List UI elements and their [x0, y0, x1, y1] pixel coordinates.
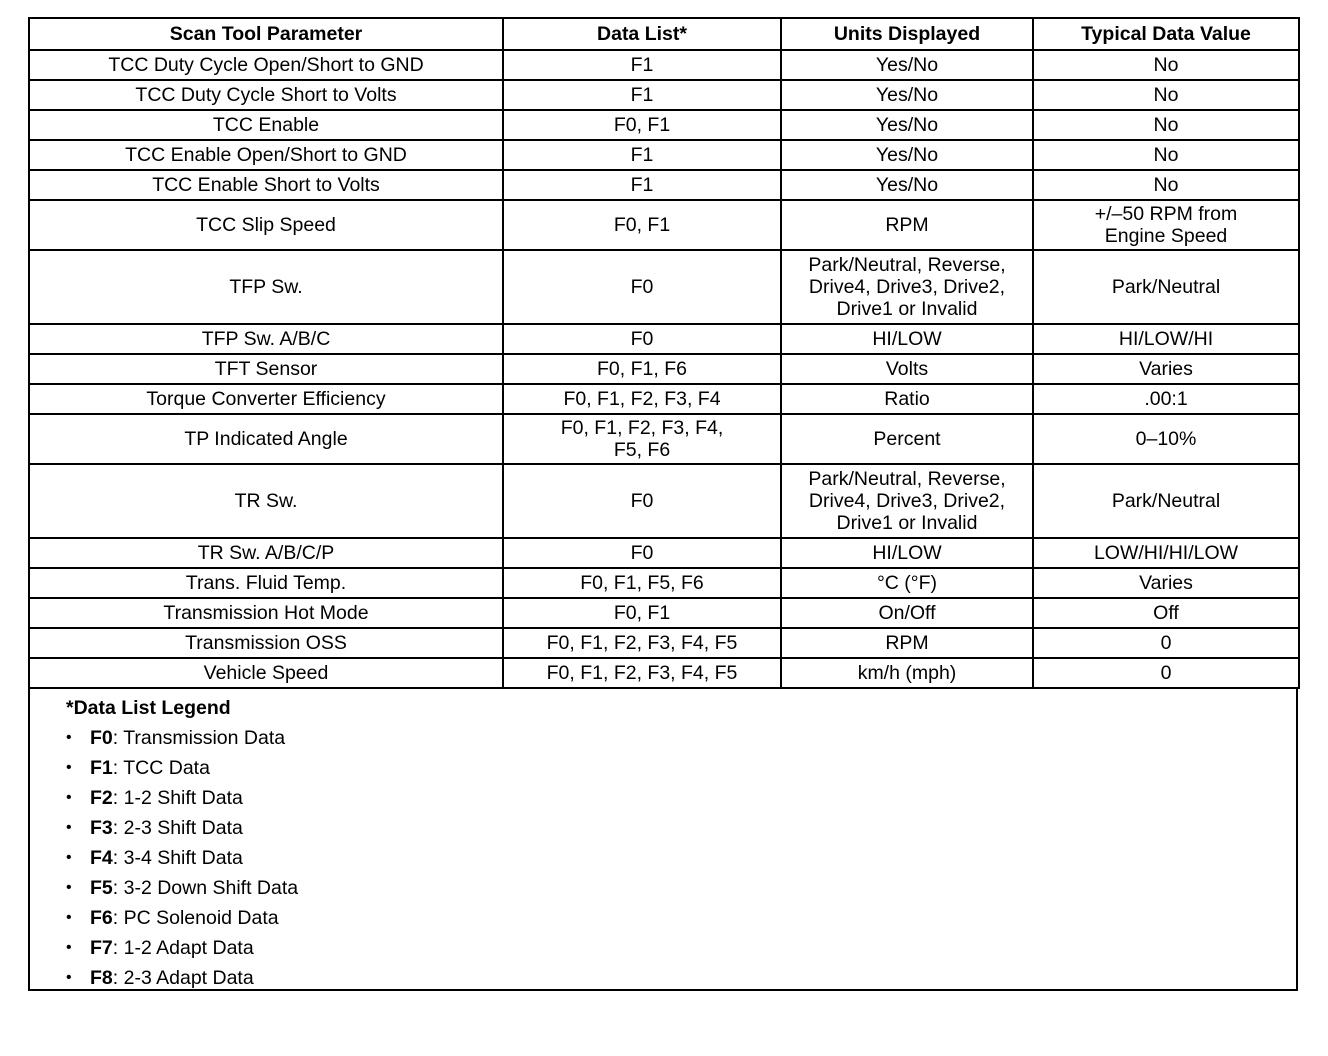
legend-code: F8 [90, 967, 113, 989]
bullet-icon: • [66, 729, 72, 746]
table-row [29, 384, 1299, 414]
data-list-legend [28, 689, 1298, 991]
cell-parameter: TCC Enable Short to Volts [29, 170, 503, 200]
cell-data-list: F0 [503, 250, 781, 324]
cell-data-list: F0 [503, 324, 781, 354]
legend-title: *Data List Legend [66, 697, 231, 719]
cell-units: RPM [781, 628, 1033, 658]
cell-typical-value: .00:1 [1033, 384, 1299, 414]
table-row [29, 250, 1299, 324]
cell-typical-value: HI/LOW/HI [1033, 324, 1299, 354]
cell-units: HI/LOW [781, 324, 1033, 354]
bullet-icon: • [66, 819, 72, 836]
legend-code: F7 [90, 937, 113, 959]
cell-data-list: F0, F1 [503, 200, 781, 250]
cell-parameter: TR Sw. A/B/C/P [29, 538, 503, 568]
header-typical-data-value: Typical Data Value [1033, 18, 1299, 50]
legend-code: F1 [90, 757, 113, 779]
legend-list [66, 723, 1296, 993]
legend-item [66, 783, 1296, 813]
bullet-icon: • [66, 849, 72, 866]
cell-typical-value: Varies [1033, 568, 1299, 598]
cell-typical-value: 0 [1033, 658, 1299, 688]
cell-data-list: F1 [503, 140, 781, 170]
cell-data-list: F0, F1, F2, F3, F4 [503, 384, 781, 414]
cell-typical-value: No [1033, 110, 1299, 140]
cell-units: °C (°F) [781, 568, 1033, 598]
table-row [29, 140, 1299, 170]
cell-units: Yes/No [781, 140, 1033, 170]
legend-item [66, 933, 1296, 963]
legend-description: : PC Solenoid Data [112, 907, 279, 929]
cell-typical-value: Varies [1033, 354, 1299, 384]
bullet-icon: • [66, 789, 72, 806]
table-row [29, 80, 1299, 110]
legend-description: : 3-4 Shift Data [112, 847, 243, 869]
legend-code: F2 [90, 787, 113, 809]
cell-data-list: F0, F1, F5, F6 [503, 568, 781, 598]
legend-description: : 1-2 Adapt Data [112, 937, 254, 959]
cell-units: Park/Neutral, Reverse, Drive4, Drive3, Drive2, Drive1 or Invalid [781, 464, 1033, 538]
cell-typical-value: No [1033, 170, 1299, 200]
table-row [29, 110, 1299, 140]
cell-typical-value: +/–50 RPM from Engine Speed [1033, 200, 1299, 250]
cell-parameter: TP Indicated Angle [29, 414, 503, 464]
header-units-displayed: Units Displayed [781, 18, 1033, 50]
bullet-icon: • [66, 909, 72, 926]
cell-data-list: F0, F1, F6 [503, 354, 781, 384]
cell-data-list: F1 [503, 80, 781, 110]
cell-parameter: Transmission OSS [29, 628, 503, 658]
table-row [29, 170, 1299, 200]
cell-typical-value: LOW/HI/HI/LOW [1033, 538, 1299, 568]
cell-units: Volts [781, 354, 1033, 384]
cell-parameter: TCC Enable Open/Short to GND [29, 140, 503, 170]
cell-parameter: TCC Duty Cycle Open/Short to GND [29, 50, 503, 80]
legend-item [66, 873, 1296, 903]
cell-typical-value: No [1033, 80, 1299, 110]
cell-parameter: Torque Converter Efficiency [29, 384, 503, 414]
legend-description: : Transmission Data [112, 727, 286, 749]
legend-description: : TCC Data [112, 757, 210, 779]
table-row [29, 414, 1299, 464]
cell-units: km/h (mph) [781, 658, 1033, 688]
table-row [29, 538, 1299, 568]
cell-parameter: TCC Slip Speed [29, 200, 503, 250]
cell-parameter: TR Sw. [29, 464, 503, 538]
table-body [29, 50, 1299, 688]
bullet-icon: • [66, 759, 72, 776]
table-row [29, 568, 1299, 598]
cell-data-list: F0, F1 [503, 598, 781, 628]
cell-parameter: TCC Enable [29, 110, 503, 140]
legend-code: F6 [90, 907, 113, 929]
legend-code: F5 [90, 877, 113, 899]
header-data-list: Data List* [503, 18, 781, 50]
cell-units: Percent [781, 414, 1033, 464]
table-row [29, 50, 1299, 80]
legend-code: F3 [90, 817, 113, 839]
cell-units: HI/LOW [781, 538, 1033, 568]
table-header-row [29, 18, 1299, 50]
cell-parameter: TFP Sw. [29, 250, 503, 324]
legend-code: F4 [90, 847, 113, 869]
cell-units: Park/Neutral, Reverse, Drive4, Drive3, Drive2, Drive1 or Invalid [781, 250, 1033, 324]
legend-item [66, 903, 1296, 933]
cell-units: Yes/No [781, 50, 1033, 80]
scan-tool-data-sheet [28, 17, 1298, 991]
cell-typical-value: Off [1033, 598, 1299, 628]
cell-data-list: F0, F1, F2, F3, F4, F5, F6 [503, 414, 781, 464]
legend-item [66, 963, 1296, 993]
legend-description: : 1-2 Shift Data [112, 787, 243, 809]
table-row [29, 628, 1299, 658]
cell-parameter: TFP Sw. A/B/C [29, 324, 503, 354]
legend-item [66, 753, 1296, 783]
cell-typical-value: No [1033, 50, 1299, 80]
cell-data-list: F0 [503, 538, 781, 568]
bullet-icon: • [66, 879, 72, 896]
header-scan-tool-parameter: Scan Tool Parameter [29, 18, 503, 50]
cell-typical-value: Park/Neutral [1033, 464, 1299, 538]
legend-description: : 2-3 Adapt Data [112, 967, 254, 989]
bullet-icon: • [66, 939, 72, 956]
cell-data-list: F0, F1 [503, 110, 781, 140]
scan-tool-parameter-table [28, 17, 1300, 689]
table-row [29, 354, 1299, 384]
legend-item [66, 723, 1296, 753]
cell-data-list: F0, F1, F2, F3, F4, F5 [503, 658, 781, 688]
cell-data-list: F0 [503, 464, 781, 538]
table-row [29, 598, 1299, 628]
cell-units: Yes/No [781, 80, 1033, 110]
cell-parameter: Vehicle Speed [29, 658, 503, 688]
table-row [29, 464, 1299, 538]
table-row [29, 658, 1299, 688]
cell-units: RPM [781, 200, 1033, 250]
legend-description: : 3-2 Down Shift Data [112, 877, 299, 899]
legend-code: F0 [90, 727, 113, 749]
cell-units: Ratio [781, 384, 1033, 414]
cell-typical-value: 0–10% [1033, 414, 1299, 464]
cell-parameter: Trans. Fluid Temp. [29, 568, 503, 598]
cell-data-list: F1 [503, 170, 781, 200]
cell-parameter: Transmission Hot Mode [29, 598, 503, 628]
cell-data-list: F1 [503, 50, 781, 80]
table-row [29, 324, 1299, 354]
cell-typical-value: 0 [1033, 628, 1299, 658]
cell-data-list: F0, F1, F2, F3, F4, F5 [503, 628, 781, 658]
cell-typical-value: Park/Neutral [1033, 250, 1299, 324]
bullet-icon: • [66, 969, 72, 986]
cell-units: Yes/No [781, 170, 1033, 200]
legend-item [66, 813, 1296, 843]
cell-typical-value: No [1033, 140, 1299, 170]
cell-parameter: TFT Sensor [29, 354, 503, 384]
cell-parameter: TCC Duty Cycle Short to Volts [29, 80, 503, 110]
legend-item [66, 843, 1296, 873]
cell-units: On/Off [781, 598, 1033, 628]
table-row [29, 200, 1299, 250]
legend-description: : 2-3 Shift Data [112, 817, 243, 839]
cell-units: Yes/No [781, 110, 1033, 140]
